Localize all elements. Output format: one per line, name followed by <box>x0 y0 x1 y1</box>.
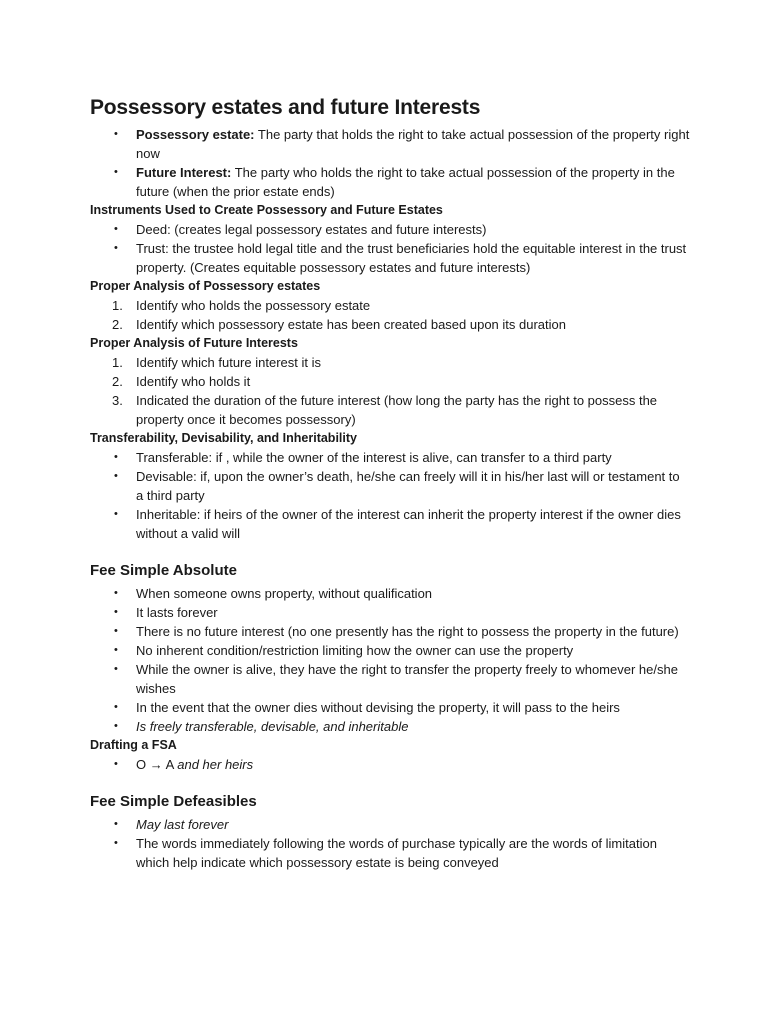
bullet-icon: • <box>114 837 118 849</box>
list-item <box>90 698 690 717</box>
bullet-icon: • <box>114 720 118 732</box>
list-number: 2. <box>112 374 123 389</box>
item-text: Indicated the duration of the future interest (how long the party has the right to possess the property once it becomes possessory) <box>136 393 658 427</box>
bullet-icon: • <box>114 701 118 713</box>
item-text: Identify which possessory estate has been created based upon its duration <box>136 317 566 332</box>
document-body <box>90 94 690 872</box>
drafting-list <box>90 755 690 774</box>
bullet-icon: • <box>114 663 118 675</box>
bullet-icon: • <box>114 625 118 637</box>
list-item <box>90 660 690 698</box>
list-number: 2. <box>112 317 123 332</box>
bullet-icon: • <box>114 508 118 520</box>
list-item <box>90 315 690 334</box>
term-definition: The party who holds the right to take actual possession of the property in the future (when the prior estate ends) <box>136 165 675 199</box>
item-text: Devisable: if, upon the owner’s death, he/she can freely will it in his/her last will or testament to a third party <box>136 469 680 503</box>
fsd-heading: Fee Simple Defeasibles <box>90 793 257 810</box>
item-text: Inheritable: if heirs of the owner of the interest can inherit the property interest if the owner dies without a valid will <box>136 507 681 541</box>
fsd-list <box>90 815 690 872</box>
item-text: No inherent condition/restriction limiting how the owner can use the property <box>136 643 574 658</box>
list-item <box>90 505 690 543</box>
term-label: Possessory estate: <box>136 127 255 142</box>
bullet-icon: • <box>114 587 118 599</box>
future-analysis-list <box>90 353 690 429</box>
bullet-icon: • <box>114 128 118 140</box>
instruments-heading: Instruments Used to Create Possessory and Future Estates <box>90 203 443 217</box>
list-item <box>90 815 690 834</box>
item-text: While the owner is alive, they have the right to transfer the property freely to whomever he/she wishes <box>136 662 678 696</box>
list-item <box>90 603 690 622</box>
list-item <box>90 834 690 872</box>
bullet-icon: • <box>114 223 118 235</box>
item-text: There is no future interest (no one presently has the right to possess the property in the future) <box>136 624 679 639</box>
transferability-list <box>90 448 690 543</box>
item-text: Is freely transferable, devisable, and inheritable <box>136 719 409 734</box>
fsa-heading: Fee Simple Absolute <box>90 562 237 579</box>
list-item <box>90 220 690 239</box>
fsa-list <box>90 584 690 736</box>
list-item <box>90 717 690 736</box>
list-item <box>90 584 690 603</box>
drafting-heading: Drafting a FSA <box>90 738 177 752</box>
item-text: Identify which future interest it is <box>136 355 321 370</box>
future-analysis-heading: Proper Analysis of Future Interests <box>90 336 298 350</box>
bullet-icon: • <box>114 166 118 178</box>
list-item <box>90 296 690 315</box>
list-number: 3. <box>112 393 123 408</box>
grantor-label: O <box>136 757 147 772</box>
item-text: The words immediately following the words of purchase typically are the words of limitation which help indicate which possessory estate is being conveyed <box>136 836 657 870</box>
list-item <box>90 125 690 163</box>
list-number: 1. <box>112 355 123 370</box>
list-item <box>90 755 690 774</box>
list-item <box>90 467 690 505</box>
bullet-icon: • <box>114 758 118 770</box>
term-definition: The party that holds the right to take actual possession of the property right now <box>136 127 690 161</box>
item-text: Deed: (creates legal possessory estates and future interests) <box>136 222 487 237</box>
item-text: Transferable: if , while the owner of the interest is alive, can transfer to a third party <box>136 450 612 465</box>
bullet-icon: • <box>114 818 118 830</box>
item-text: Identify who holds it <box>136 374 251 389</box>
item-text: Identify who holds the possessory estate <box>136 298 371 313</box>
bullet-icon: • <box>114 644 118 656</box>
list-item <box>90 641 690 660</box>
page-title: Possessory estates and future Interests <box>90 96 481 119</box>
list-item <box>90 239 690 277</box>
item-text: When someone owns property, without qualification <box>136 586 433 601</box>
transferability-heading: Transferability, Devisability, and Inheritability <box>90 431 357 445</box>
possessory-analysis-heading: Proper Analysis of Possessory estates <box>90 279 321 293</box>
intro-list <box>90 125 690 201</box>
list-number: 1. <box>112 298 123 313</box>
bullet-icon: • <box>114 606 118 618</box>
list-item <box>90 372 690 391</box>
list-item <box>90 391 690 429</box>
bullet-icon: • <box>114 451 118 463</box>
possessory-analysis-list <box>90 296 690 334</box>
arrow-icon: → <box>149 757 163 772</box>
instruments-list <box>90 220 690 277</box>
item-text: In the event that the owner dies without devising the property, it will pass to the heirs <box>136 700 620 715</box>
list-item <box>90 448 690 467</box>
bullet-icon: • <box>114 470 118 482</box>
grantee-label: A <box>165 757 174 772</box>
item-text: Trust: the trustee hold legal title and the trust beneficiaries hold the equitable interest in the trust property. (Creates equitable possessory estates and future interests) <box>136 241 687 275</box>
words-of-limitation: and her heirs <box>177 757 254 772</box>
item-text: May last forever <box>136 817 229 832</box>
list-item <box>90 353 690 372</box>
list-item <box>90 622 690 641</box>
list-item <box>90 163 690 201</box>
item-text: It lasts forever <box>136 605 218 620</box>
bullet-icon: • <box>114 242 118 254</box>
term-label: Future Interest: <box>136 165 232 180</box>
